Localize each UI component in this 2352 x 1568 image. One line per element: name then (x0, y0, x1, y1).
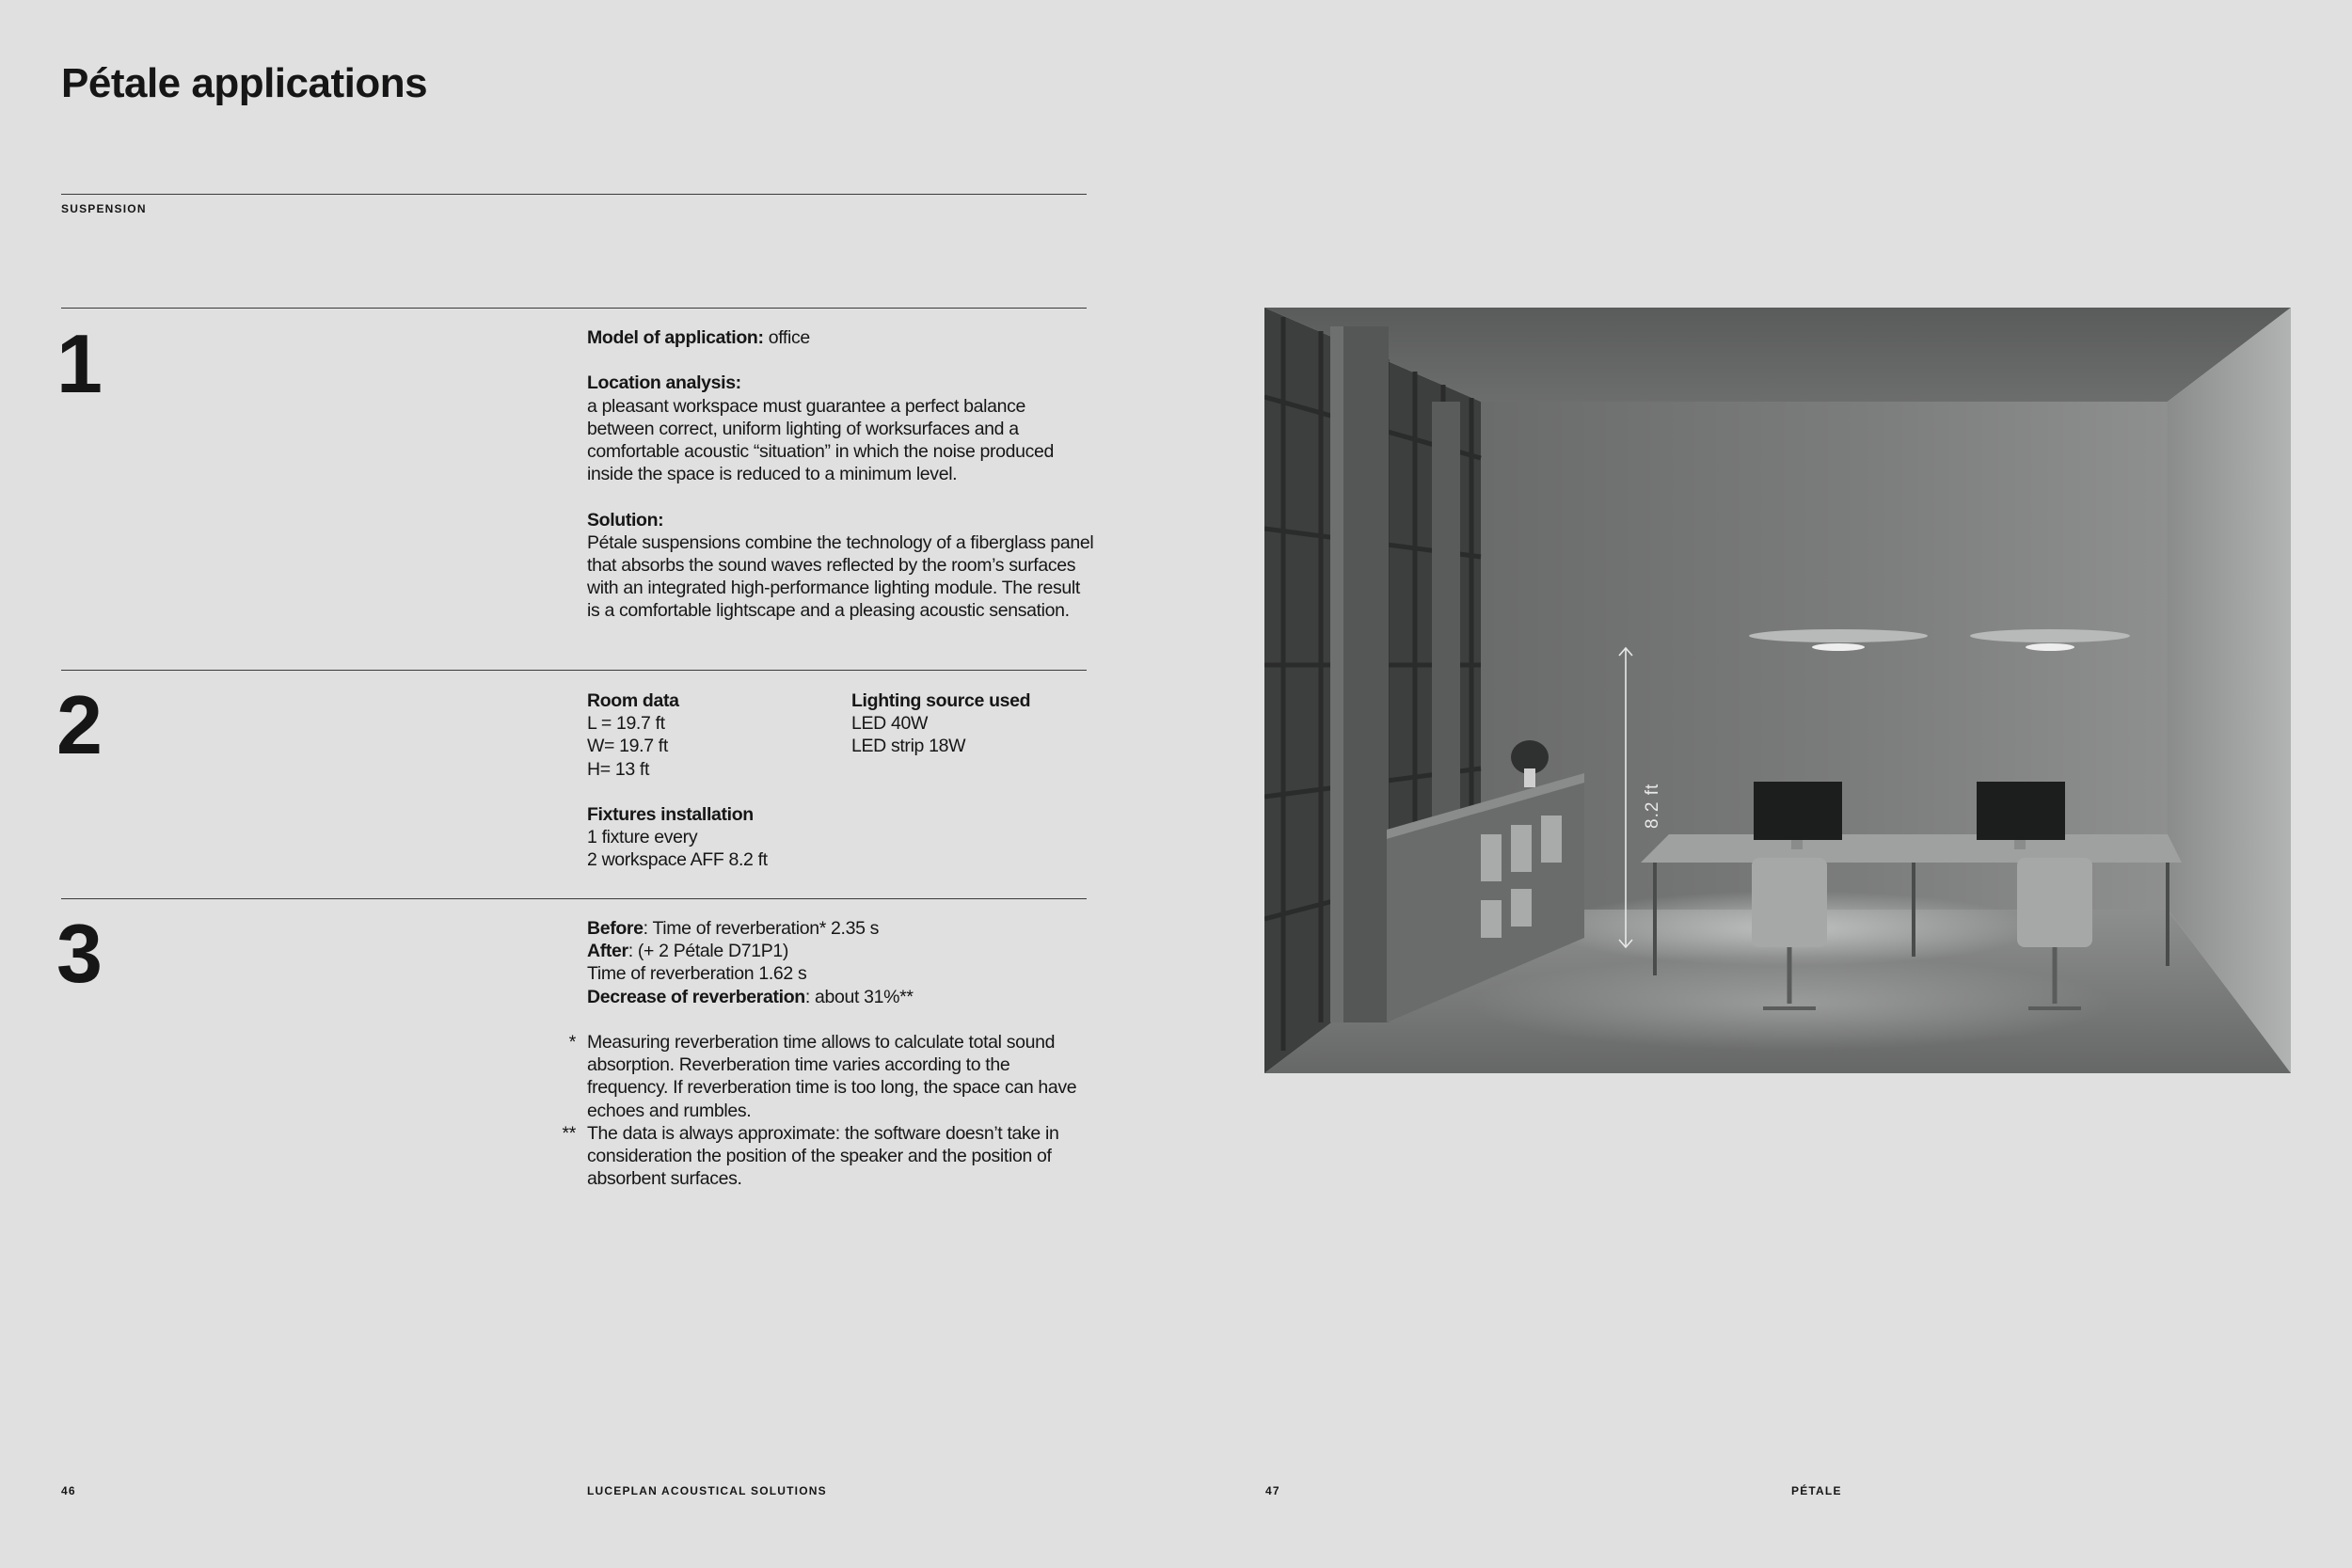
footnote (568, 1031, 1095, 1122)
footnote-mark: * (568, 1032, 576, 1053)
lighting-line: LED strip 18W (851, 736, 966, 757)
location-text: a pleasant workspace must guarantee a perfect balance between correct, uniform lighting of worksurfaces and a comfortable acoustic “situation” in which the noise produced inside the space is reduced to a minimum level. (587, 395, 1055, 485)
after-text: : (+ 2 Pétale D71P1) (628, 941, 788, 962)
lighting-line: LED 40W (851, 713, 928, 735)
room-data-label: Room data (587, 690, 679, 711)
before-text: : Time of reverberation* 2.35 s (643, 918, 880, 939)
divider (61, 308, 1087, 309)
divider (61, 194, 1087, 195)
lighting-source (851, 689, 1096, 758)
after-label: After (587, 941, 628, 962)
divider (61, 670, 1087, 671)
section-label: SUSPENSION (61, 202, 147, 215)
decrease-line (587, 986, 1095, 1008)
before-line (587, 917, 1095, 940)
fixtures-line: 1 fixture every (587, 827, 698, 848)
footnote-mark: ** (562, 1122, 576, 1144)
right-page-number: 47 (1265, 1484, 1280, 1497)
after-line (587, 940, 1095, 962)
decrease-label: Decrease of reverberation (587, 986, 805, 1007)
footnote-text: The data is always approximate: the software doesn’t take in consideration the position of the speaker and the position of absorbent surfaces. (587, 1122, 1059, 1190)
fixtures-label: Fixtures installation (587, 804, 754, 825)
page-title: Pétale applications (61, 60, 428, 106)
footnote (562, 1122, 1095, 1191)
after-line-2: Time of reverberation 1.62 s (587, 963, 807, 985)
height-annotation: 8.2 ft (1643, 783, 1662, 829)
lighting-label: Lighting source used (851, 690, 1031, 711)
solution-label: Solution: (587, 509, 664, 531)
section-number-1: 1 (56, 317, 101, 410)
model-label: Model of application: (587, 327, 764, 348)
location-analysis (587, 372, 1095, 485)
section-3-content (562, 917, 1095, 1190)
room-data (587, 689, 841, 872)
solution (587, 509, 1095, 623)
section-number-3: 3 (56, 907, 101, 1000)
decrease-text: : about 31%** (804, 986, 914, 1007)
left-running-title: LUCEPLAN ACOUSTICAL SOLUTIONS (587, 1484, 827, 1497)
model-value: office (763, 327, 810, 348)
section-1-content (587, 326, 1095, 623)
office-render-image (1264, 308, 2291, 1073)
left-page-number: 46 (61, 1484, 76, 1497)
section-number-2: 2 (56, 678, 101, 771)
model-of-application (587, 326, 1095, 349)
location-label: Location analysis: (587, 372, 741, 394)
solution-text: Pétale suspensions combine the technology of a fiberglass panel that absorbs the sound waves reflected by the room’s surfaces with an integrated high-performance lighting module. The result is a comfortable lightscape and a pleasing acoustic sensation. (587, 531, 1094, 622)
before-label: Before (587, 918, 644, 939)
room-line: W= 19.7 ft (587, 736, 668, 757)
room-line: H= 13 ft (587, 758, 650, 780)
footnote-text: Measuring reverberation time allows to calculate total sound absorption. Reverberation time varies according to the frequency. If reverberation time is too long, the space can have echoes and rumbles. (587, 1032, 1077, 1121)
right-running-title: PÉTALE (1791, 1484, 1842, 1497)
room-line: L = 19.7 ft (587, 713, 665, 735)
divider (61, 898, 1087, 899)
fixtures-line: 2 workspace AFF 8.2 ft (587, 849, 768, 871)
